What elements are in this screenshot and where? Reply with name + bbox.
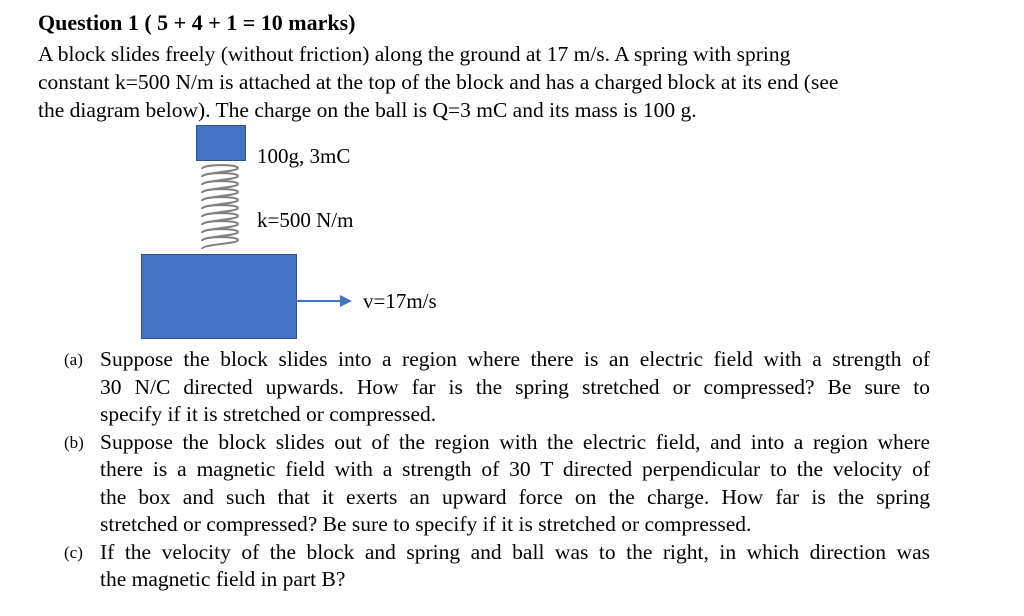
part-line: there is a magnetic field with a strength of 30 T directed perpendicular to the velocity of <box>100 457 930 481</box>
part-line: specify if it is stretched or compressed. <box>100 402 437 426</box>
question-title: Question 1 ( 5 + 4 + 1 = 10 marks) <box>38 10 356 35</box>
intro-line: constant k=500 N/m is attached at the top of the block and has a charged block at its end (see <box>38 70 839 94</box>
charged-small-block <box>196 125 246 161</box>
velocity-label: v=17m/s <box>363 289 437 313</box>
part-line: 30 N/C directed upwards. How far is the spring stretched or compressed? Be sure to <box>100 374 930 399</box>
part-line: Suppose the block slides out of the region with the electric field, and into a region where <box>100 429 930 454</box>
intro-line: the diagram below). The charge on the ball is Q=3 mC and its mass is 100 g. <box>38 98 697 122</box>
part-a <box>64 346 930 429</box>
part-text <box>100 539 930 594</box>
part-line: stretched or compressed? Be sure to specify if it is stretched or compressed. <box>100 512 752 536</box>
part-text <box>100 346 930 429</box>
spring-icon <box>196 161 246 254</box>
part-text <box>100 429 930 539</box>
part-line: the box and such that it exerts an upward force on the charge. How far is the spring <box>100 484 930 509</box>
part-label: (a) <box>64 350 83 369</box>
part-label: (c) <box>64 542 83 562</box>
part-c <box>64 539 930 594</box>
sliding-block <box>141 254 297 339</box>
part-line: If the velocity of the block and spring and ball was to the right, in which direction was <box>100 539 930 564</box>
intro-line: A block slides freely (without friction) along the ground at 17 m/s. A spring with spring <box>38 42 791 66</box>
part-line: the magnetic field in part B? <box>100 567 346 591</box>
question-parts <box>64 346 930 594</box>
mass-charge-label: 100g, 3mC <box>257 144 351 168</box>
spring-constant-label: k=500 N/m <box>257 208 354 232</box>
velocity-arrow-icon <box>296 291 356 311</box>
question-intro <box>38 40 938 124</box>
part-b <box>64 429 930 539</box>
part-label: (b) <box>64 432 84 452</box>
part-line: Suppose the block slides into a region where there is an electric field with a strength of <box>100 347 930 371</box>
